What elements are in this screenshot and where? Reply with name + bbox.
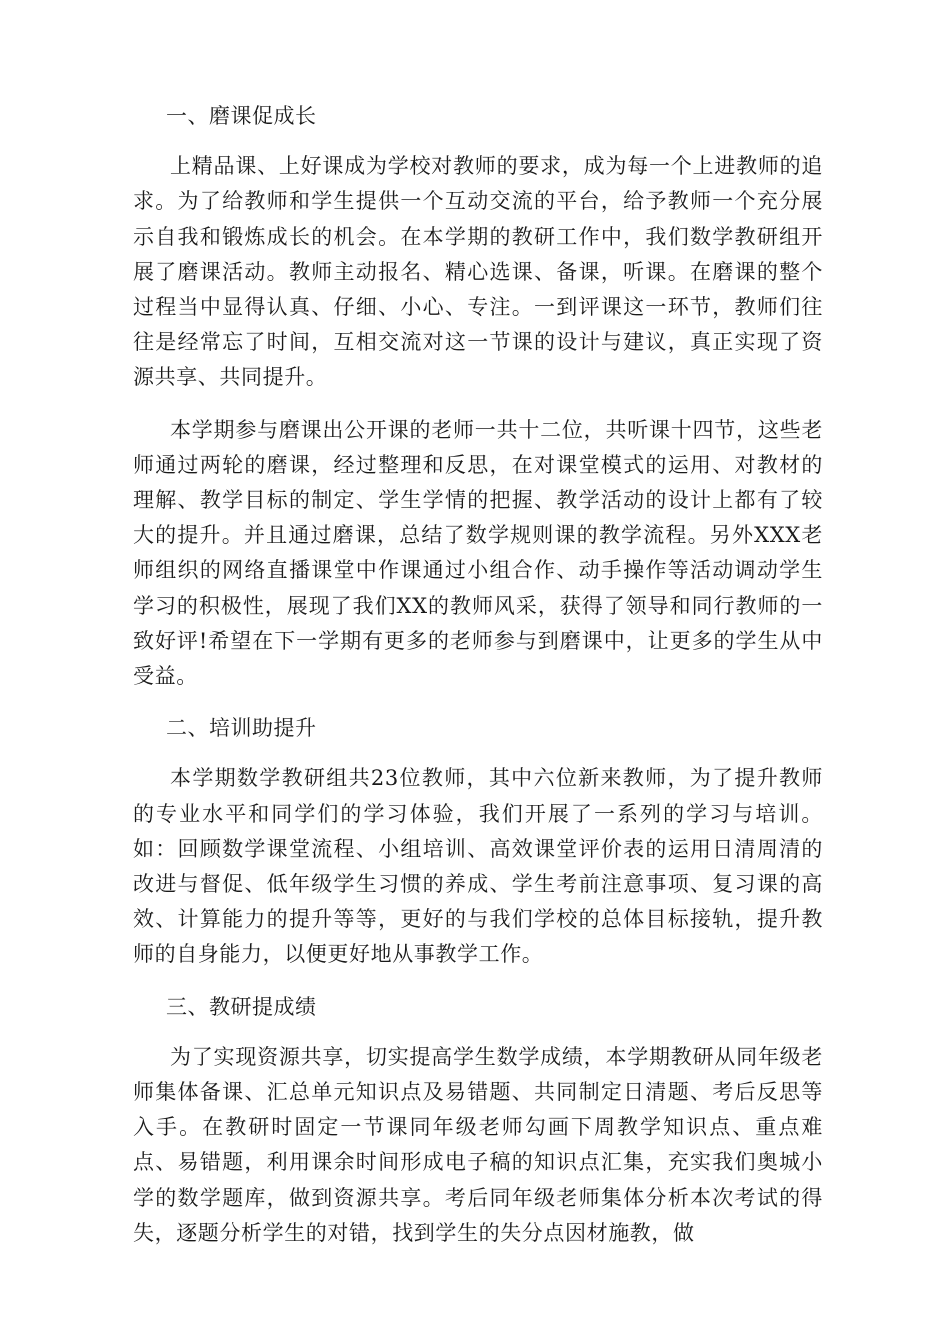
section-heading-3: 三、教研提成绩 <box>166 994 317 1019</box>
section-1-paragraph-2: 本学期参与磨课出公开课的老师一共十二位，共听课十四节，这些老师通过两轮的磨课，经过整理和反思，在对课堂模式的运用、对教材的理解、教学目标的制定、学生学情的把握、教学活动的设计上都有了较大的提升。并且通过磨课，总结了数学规则课的教学流程。另外XXX老师组织的网络直播课堂中作课通过小组合作、动手操作等活动调动学生学习的积极性，展现了我们XX的教师风采，获得了领导和同行教师的一致好评!希望在下一学期有更多的老师参与到磨课中，让更多的学生从中受益。 <box>133 417 823 689</box>
section-heading-2: 二、培训助提升 <box>166 716 317 741</box>
document-body <box>133 99 823 1268</box>
section-2-paragraph-1: 本学期数学教研组共23位教师，其中六位新来教师，为了提升教师的专业水平和同学们的学习体验，我们开展了一系列的学习与培训。如：回顾数学课堂流程、小组培训、高效课堂评价表的运用日清周清的改进与督促、低年级学生习惯的养成、学生考前注意事项、复习课的高效、计算能力的提升等等，更好的与我们学校的总体目标接轨，提升教师的自身能力，以便更好地从事教学工作。 <box>133 766 823 967</box>
section-3-paragraph-1: 为了实现资源共享，切实提高学生数学成绩，本学期教研从同年级老师集体备课、汇总单元知识点及易错题、共同制定日清题、考后反思等入手。在教研时固定一节课同年级老师勾画下周教学知识点、重点难点、易错题，利用课余时间形成电子稿的知识点汇集，充实我们奥城小学的数学题库，做到资源共享。考后同年级老师集体分析本次考试的得失，逐题分析学生的对错，找到学生的失分点因材施教，做 <box>133 1044 823 1245</box>
section-1-paragraph-1: 上精品课、上好课成为学校对教师的要求，成为每一个上进教师的追求。为了给教师和学生提供一个互动交流的平台，给予教师一个充分展示自我和锻炼成长的机会。在本学期的教研工作中，我们数学教研组开展了磨课活动。教师主动报名、精心选课、备课，听课。在磨课的整个过程当中显得认真、仔细、小心、专注。一到评课这一环节，教师们往往是经常忘了时间，互相交流对这一节课的设计与建议，真正实现了资源共享、共同提升。 <box>133 154 823 390</box>
section-heading-1: 一、磨课促成长 <box>166 104 317 128</box>
